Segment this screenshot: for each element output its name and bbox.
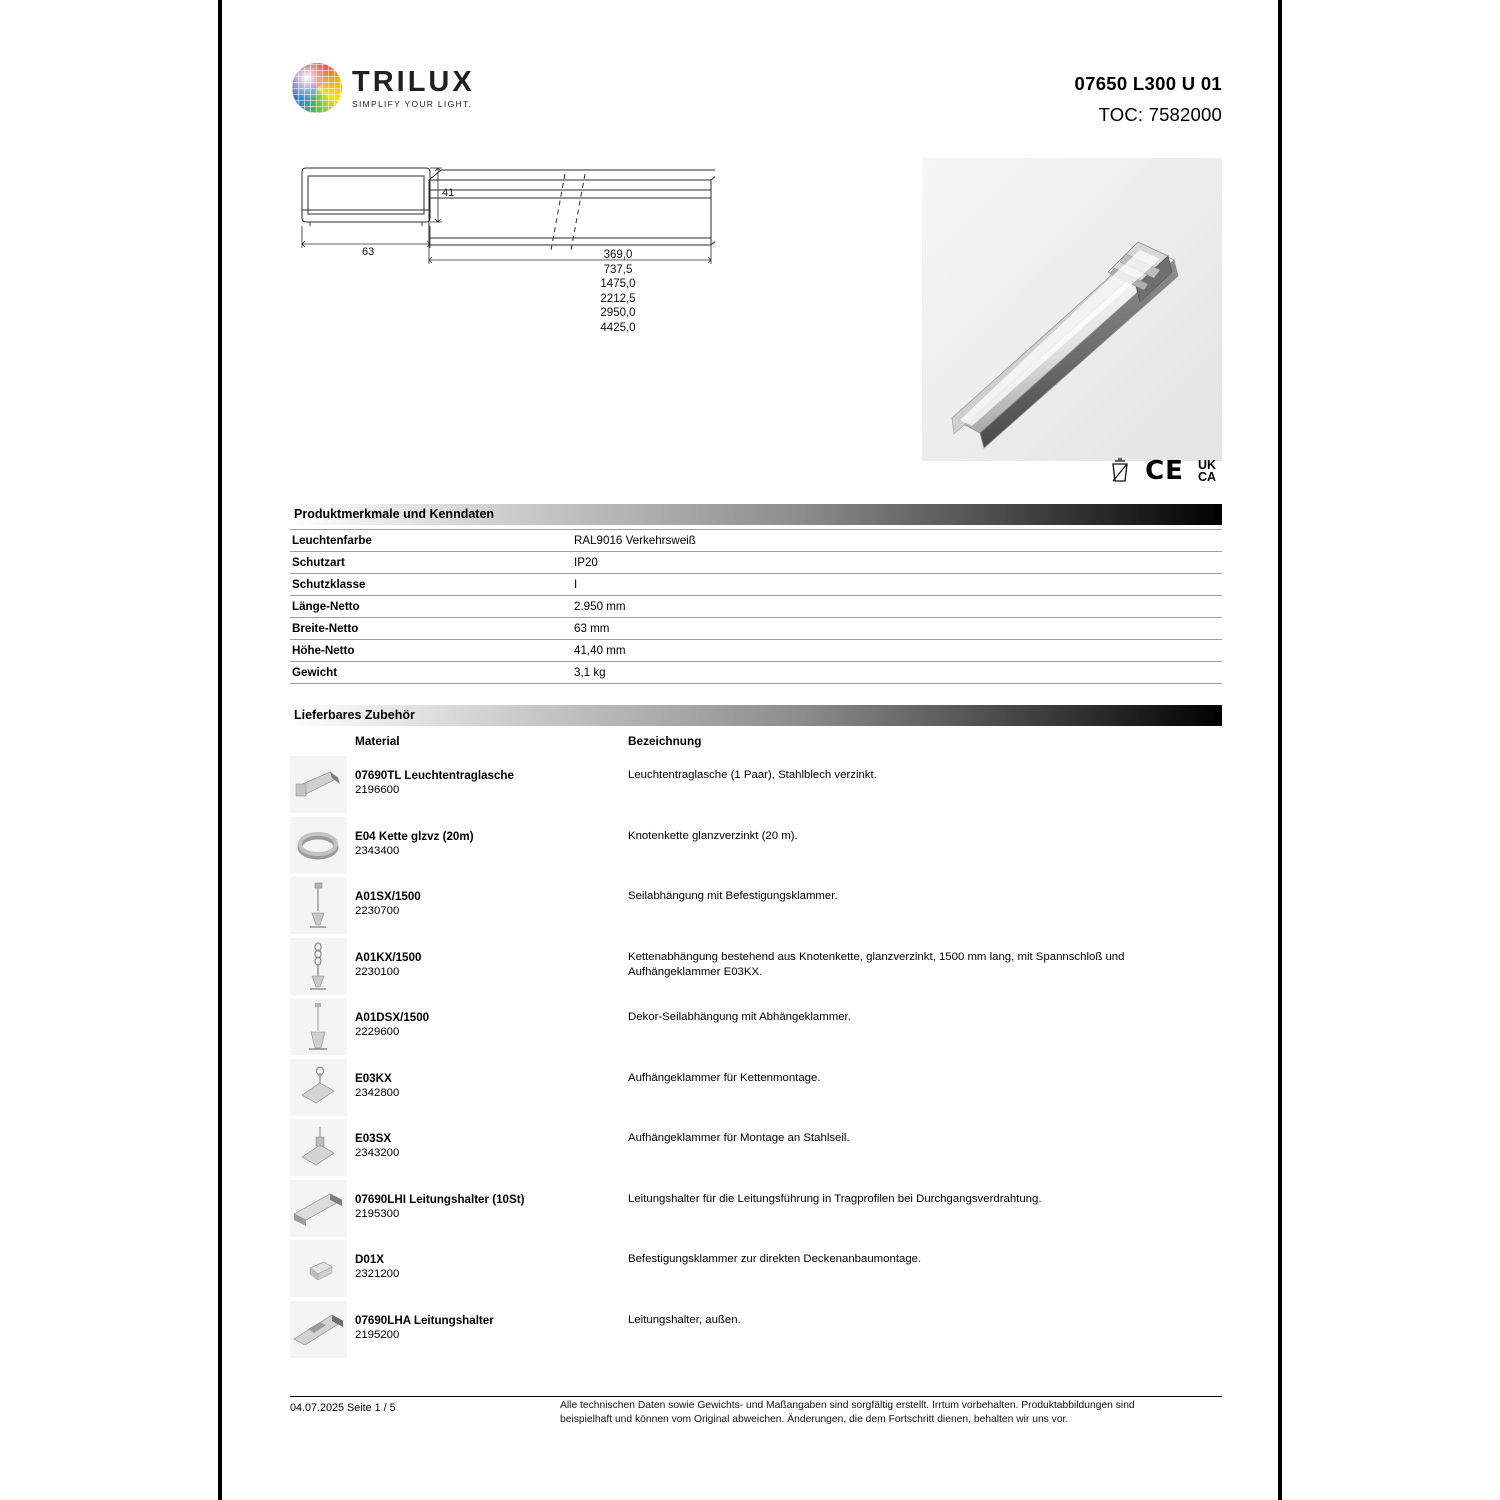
spec-key: Gewicht [292, 666, 338, 679]
luminaire-render [922, 158, 1222, 461]
accessory-number: 2321200 [355, 1268, 400, 1280]
ukca-mark [1198, 459, 1216, 484]
table-row [290, 596, 1222, 618]
chain-suspension-icon [290, 938, 347, 995]
list-item[interactable] [290, 1180, 1222, 1241]
footer-divider [290, 1396, 1222, 1397]
brand-logo [292, 63, 475, 113]
spec-key: Schutzklasse [292, 578, 366, 591]
ceiling-clip-icon [290, 1240, 347, 1297]
spec-value: 2.950 mm [574, 600, 626, 613]
accessory-number: 2195300 [355, 1207, 400, 1220]
spec-value: 63 mm [574, 622, 610, 635]
accessory-material: E03SX [355, 1132, 392, 1145]
footer-disclaimer: Alle technischen Daten sowie Gewichts- und Maßangaben sind sorgfältig erstellt. Irrtum vorbehalten. Produktabbildungen sind beispielhaft und können vom Original abweichen. Änderungen, die dem Fortschritt dienen, behalten wir uns vor. [560, 1400, 1135, 1425]
list-item[interactable] [290, 877, 1222, 938]
accessory-material: E03KX [355, 1071, 392, 1085]
list-item[interactable] [290, 998, 1222, 1059]
length-value: 2950,0 [600, 307, 636, 320]
accessory-description: Leitungshalter, außen. [628, 1313, 741, 1326]
spec-value: 3,1 kg [574, 666, 606, 679]
brand-logo-text [352, 65, 475, 109]
accessory-description: Leuchtentraglasche (1 Paar), Stahlblech verzinkt. [628, 769, 877, 781]
accessory-description: Befestigungsklammer zur direkten Deckenanbaumontage. [628, 1253, 922, 1265]
accessory-description: Kettenabhängung bestehend aus Knotenkette, glanzverzinkt, 1500 mm lang, mit Spannschloß und Aufhängeklammer E03KX. [628, 950, 1125, 978]
dimension-height-label: 41 [442, 187, 455, 199]
spec-key: Breite-Netto [292, 622, 359, 635]
length-value: 369,0 [603, 249, 633, 261]
section-header-accessories [290, 705, 1222, 726]
table-row [290, 574, 1222, 596]
product-toc: TOC: 7582000 [1098, 104, 1222, 125]
accessory-description: Knotenkette glanzverzinkt (20 m). [628, 829, 798, 842]
list-item[interactable] [290, 938, 1222, 999]
column-header-material: Material [355, 734, 400, 748]
accessory-description: Seilabhängung mit Befestigungsklammer. [628, 890, 838, 902]
table-row [290, 640, 1222, 662]
document-page [228, 8, 1272, 1492]
accessory-description: Dekor-Seilabhängung mit Abhängeklammer. [628, 1011, 851, 1023]
trilux-sphere-icon [292, 63, 342, 113]
decor-suspension-icon [290, 998, 347, 1055]
column-header-description: Bezeichnung [628, 734, 702, 748]
list-item[interactable] [290, 1301, 1222, 1362]
spec-value: 41,40 mm [574, 644, 626, 657]
accessory-number: 2230100 [355, 965, 400, 978]
list-item[interactable] [290, 1119, 1222, 1180]
list-item[interactable] [290, 1059, 1222, 1120]
ce-mark: CE [1145, 456, 1184, 486]
wire-suspension-icon [290, 877, 347, 934]
accessory-number: 2230700 [355, 905, 400, 917]
length-variants [528, 248, 708, 336]
spec-key: Länge-Netto [292, 600, 360, 613]
accessory-description: Leitungshalter für die Leitungsführung in Tragprofilen bei Durchgangsverdrahtung. [628, 1192, 1042, 1205]
list-item[interactable] [290, 1240, 1222, 1301]
length-value: 2212,5 [600, 292, 636, 305]
table-row [290, 552, 1222, 574]
length-value: 4425,0 [600, 321, 636, 334]
spec-key: Leuchtenfarbe [292, 534, 372, 547]
accessory-material: E04 Kette glzvz (20m) [355, 829, 474, 843]
accessory-description: Aufhängeklammer für Kettenmontage. [628, 1071, 821, 1084]
clamp-chain-icon [290, 1059, 347, 1116]
certification-marks [922, 453, 1222, 489]
list-item[interactable] [290, 817, 1222, 878]
bracket-icon [290, 756, 347, 813]
spec-value: RAL9016 Verkehrsweiß [574, 534, 696, 547]
accessory-material: 07690TL Leuchtentraglasche [355, 769, 514, 782]
accessory-material: A01KX/1500 [355, 950, 422, 964]
spec-key: Höhe-Netto [292, 644, 355, 657]
spec-value: IP20 [574, 556, 598, 569]
ukca-line-1: UK [1197, 457, 1216, 472]
accessory-number: 2229600 [355, 1026, 400, 1038]
spec-key: Schutzart [292, 556, 345, 569]
accessory-number: 2196600 [355, 784, 400, 796]
table-row [290, 530, 1222, 552]
table-row [290, 618, 1222, 640]
product-identity [1075, 73, 1222, 126]
accessory-material: A01SX/1500 [355, 890, 421, 903]
spec-value: I [574, 578, 578, 591]
document-header [292, 63, 1222, 133]
technical-drawings [290, 160, 740, 350]
accessory-number: 2342800 [355, 1086, 400, 1099]
accessory-material: 07690LHA Leitungshalter [355, 1313, 494, 1327]
accessories-list [290, 756, 1222, 1361]
accessory-material: 07690LHI Leitungshalter (10St) [355, 1192, 525, 1206]
section-title-accessories: Lieferbares Zubehör [294, 708, 415, 722]
section-header-specs [290, 504, 1222, 525]
cable-holder-inner-icon [290, 1180, 347, 1237]
accessory-material: A01DSX/1500 [355, 1011, 430, 1024]
clamp-wire-icon [290, 1119, 347, 1176]
accessory-description: Aufhängeklammer für Montage an Stahlseil. [628, 1132, 850, 1144]
chain-coil-icon [290, 817, 347, 874]
accessory-number: 2195200 [355, 1328, 400, 1341]
accessory-material: D01X [355, 1253, 385, 1266]
cable-holder-outer-icon [290, 1301, 347, 1358]
accessory-number: 2343200 [355, 1147, 400, 1159]
ukca-line-2: CA [1197, 470, 1216, 484]
specifications-table [290, 529, 1222, 684]
section-title-specs: Produktmerkmale und Kenndaten [294, 507, 495, 521]
accessory-number: 2343400 [355, 844, 400, 857]
brand-tagline: SIMPLIFY YOUR LIGHT. [352, 98, 473, 109]
list-item[interactable] [290, 756, 1222, 817]
product-photo [922, 158, 1222, 461]
length-value: 1475,0 [600, 278, 636, 291]
dimension-width-label: 63 [358, 246, 378, 258]
footer-page-info: 04.07.2025 Seite 1 / 5 [290, 1402, 396, 1414]
table-row [290, 662, 1222, 684]
product-code: 07650 L300 U 01 [1074, 73, 1222, 94]
weee-bin-icon [1109, 457, 1131, 485]
brand-name: TRILUX [352, 65, 475, 98]
length-value: 737,5 [603, 263, 633, 276]
